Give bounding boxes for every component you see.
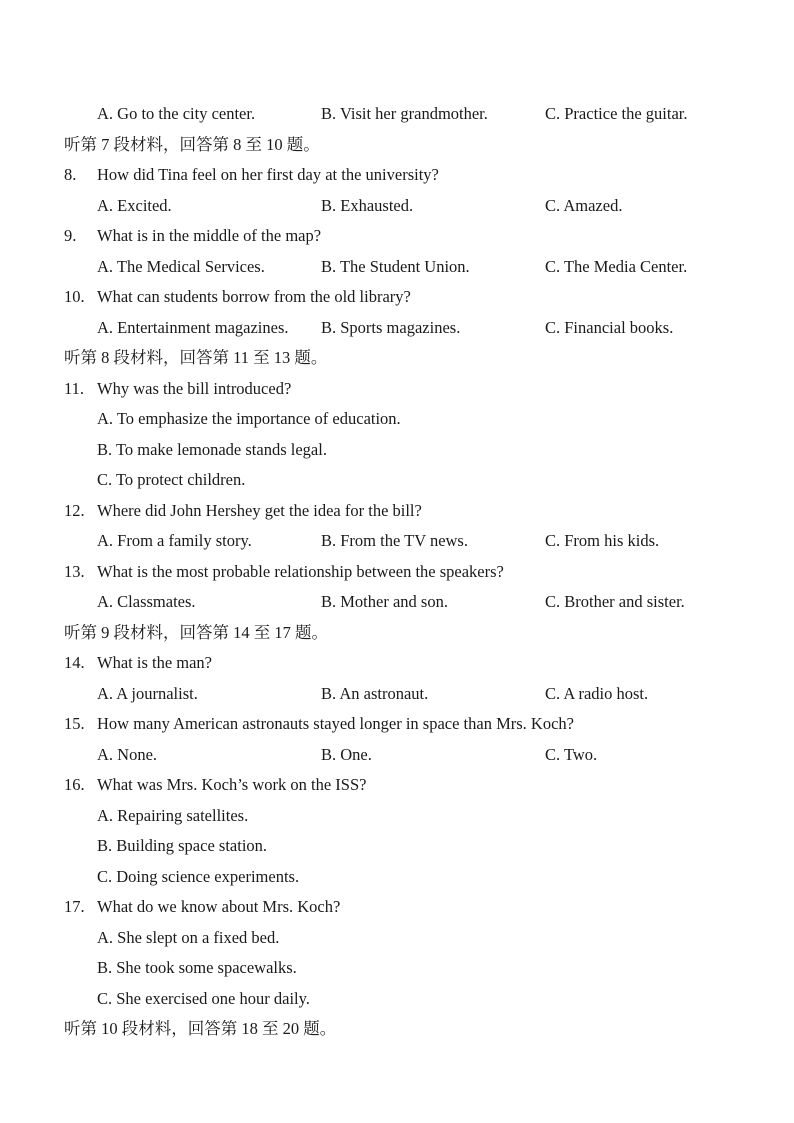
option-line: A. Repairing satellites. — [97, 806, 249, 825]
option-line: A. To emphasize the importance of education. — [97, 409, 401, 428]
option-b: B. One. — [321, 745, 372, 764]
question-number: 8. — [64, 165, 77, 184]
question-line — [64, 562, 504, 582]
question-line — [64, 775, 366, 795]
question-line — [64, 226, 321, 246]
option-c: C. Practice the guitar. — [545, 104, 688, 123]
option-c: C. Two. — [545, 745, 598, 764]
question-number: 16. — [64, 775, 85, 794]
question-number: 14. — [64, 653, 85, 672]
option-line: C. To protect children. — [97, 470, 246, 489]
question-number: 10. — [64, 287, 85, 306]
section-instruction: 听第 9 段材料，回答第 14 至 17 题。 — [64, 623, 328, 642]
question-line — [64, 714, 574, 734]
question-line — [64, 501, 422, 521]
question-text: What can students borrow from the old library? — [97, 287, 411, 306]
question-number: 11. — [64, 379, 85, 398]
question-number: 12. — [64, 501, 85, 520]
option-c: C. Brother and sister. — [545, 592, 685, 611]
option-line: B. She took some spacewalks. — [97, 958, 297, 977]
option-c: C. The Media Center. — [545, 257, 688, 276]
question-line — [64, 897, 340, 917]
section-instruction: 听第 7 段材料，回答第 8 至 10 题。 — [64, 135, 320, 154]
option-line: C. Doing science experiments. — [97, 867, 300, 886]
option-a: A. From a family story. — [97, 531, 252, 550]
question-text: Where did John Hershey get the idea for the bill? — [97, 501, 422, 520]
question-number: 13. — [64, 562, 85, 581]
option-c: C. Financial books. — [545, 318, 674, 337]
question-text: How did Tina feel on her first day at the university? — [97, 165, 439, 184]
question-line — [64, 379, 291, 399]
option-line: A. She slept on a fixed bed. — [97, 928, 280, 947]
option-a: A. Classmates. — [97, 592, 196, 611]
option-a: A. Excited. — [97, 196, 172, 215]
question-number: 15. — [64, 714, 85, 733]
option-b: B. Exhausted. — [321, 196, 414, 215]
option-a: A. Entertainment magazines. — [97, 318, 289, 337]
option-a: A. A journalist. — [97, 684, 198, 703]
option-line: B. To make lemonade stands legal. — [97, 440, 327, 459]
question-text: What is the man? — [97, 653, 213, 672]
option-b: B. Mother and son. — [321, 592, 448, 611]
question-line — [64, 165, 439, 185]
option-b: B. Sports magazines. — [321, 318, 461, 337]
option-line: C. She exercised one hour daily. — [97, 989, 310, 1008]
question-text: What is the most probable relationship between the speakers? — [97, 562, 504, 581]
question-text: Why was the bill introduced? — [97, 379, 292, 398]
question-text: How many American astronauts stayed longer in space than Mrs. Koch? — [97, 714, 574, 733]
question-number: 9. — [64, 226, 77, 245]
option-b: B. Visit her grandmother. — [321, 104, 488, 123]
section-instruction: 听第 8 段材料，回答第 11 至 13 题。 — [64, 348, 328, 367]
option-c: C. Amazed. — [545, 196, 623, 215]
option-line: B. Building space station. — [97, 836, 268, 855]
question-text: What was Mrs. Koch’s work on the ISS? — [97, 775, 367, 794]
option-a: A. The Medical Services. — [97, 257, 265, 276]
option-c: C. From his kids. — [545, 531, 660, 550]
option-b: B. The Student Union. — [321, 257, 470, 276]
question-line — [64, 287, 411, 307]
option-a: A. None. — [97, 745, 158, 764]
option-c: C. A radio host. — [545, 684, 649, 703]
question-line — [64, 653, 212, 673]
option-b: B. From the TV news. — [321, 531, 468, 550]
section-instruction: 听第 10 段材料，回答第 18 至 20 题。 — [64, 1019, 337, 1038]
question-text: What is in the middle of the map? — [97, 226, 322, 245]
option-a: A. Go to the city center. — [97, 104, 256, 123]
question-text: What do we know about Mrs. Koch? — [97, 897, 341, 916]
option-b: B. An astronaut. — [321, 684, 429, 703]
question-number: 17. — [64, 897, 85, 916]
